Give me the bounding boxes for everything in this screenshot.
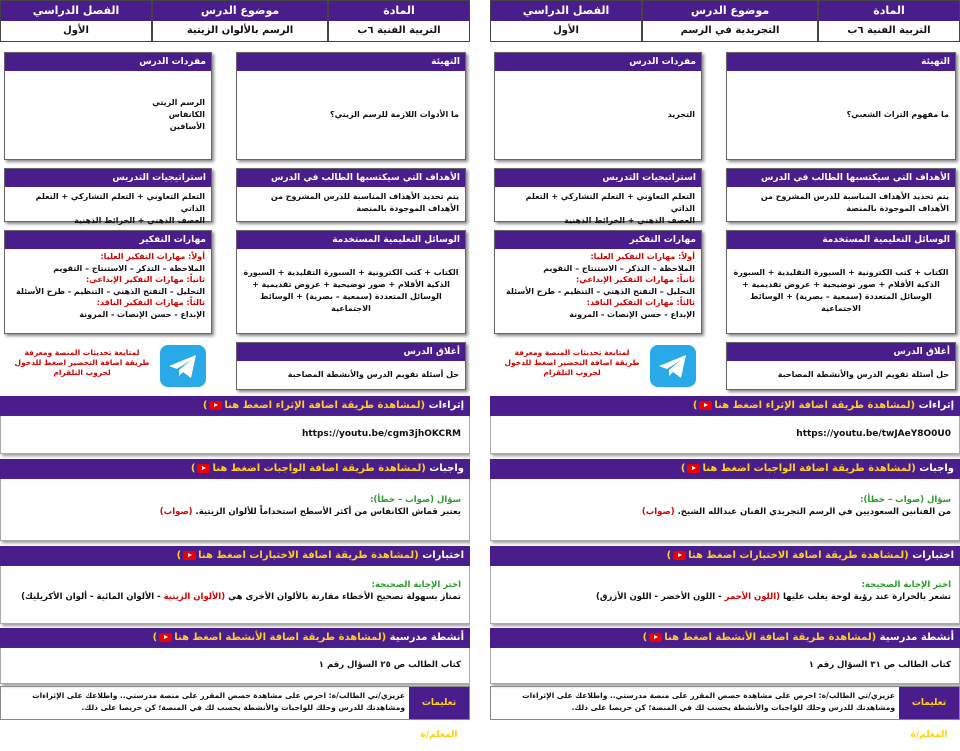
thinking-box — [4, 230, 212, 334]
notes-text: عزيزي/تي الطالب/ة: احرص على مشاهدة حصص المقرر على منصة مدرستي.. واطلاعك على الإثراءات ومشاهدتك للدرس وحلك للواجبات والأنشطة يحسب لك في المنصة؛ كن حريصا على ذلك. — [522, 691, 895, 712]
test-option: - الألوان المائية - ألوان الأكريليك) — [21, 592, 164, 602]
closing-title: أغلاق الدرس — [727, 343, 955, 361]
topic-value: الرسم بالألوان الزيتية — [153, 21, 327, 41]
youtube-icon[interactable] — [183, 551, 196, 560]
test-question: تمتاز بسهولة تصحيح الأخطاء مقارنة بالألوان الأخرى هي (الألوان الزيتية - الألوان المائية - ألوان الأكريليك) — [21, 592, 461, 602]
topic-label: موضوع الدرس — [643, 1, 817, 21]
hw-question: يعتبر قماش الكانفاس من أكثر الأسطح استخداماً للألوان الزيتية. (صواب) — [159, 507, 461, 517]
notes-label: تعليمات المعلم/ة — [899, 687, 959, 719]
thinking-title: مهارات التفكير — [5, 231, 211, 249]
test-option: (الألوان الزيتية — [163, 592, 226, 602]
hw-type: سؤال (صواب – خطأ): — [370, 495, 461, 505]
media-text: الكتاب + كتب الكترونية + السبورة التقليدية + السبورة الذكية الأقلام + صور توضيحية + عروض تقديمية + الوسائل المتعددة (سمعية – بصرية) + الوسائط الاجتماعية — [243, 268, 459, 313]
test-question: تشعر بالحرارة عند رؤية لوحة يغلب عليها (اللون الأحمر - اللون الأخضر - اللون الأزرق) — [595, 592, 951, 602]
topic-cell — [152, 0, 328, 42]
term-cell — [0, 0, 152, 42]
subject-value: التربية الفنية ٦ب — [329, 21, 469, 41]
strategies-text: التعلم التعاوني + التعلم التشاركي + التعلم الذاتي العصف الذهني + الخرائط الذهنية — [35, 192, 205, 225]
enrich-link[interactable]: https://youtu.be/cgm3jhOKCRM — [301, 429, 461, 439]
closing-text: حل أسئلة تقويم الدرس والأنشطة المصاحبة — [287, 370, 459, 379]
activities-section — [0, 648, 470, 684]
topic-label: موضوع الدرس — [153, 1, 327, 21]
tests-bar[interactable]: اختبارات (لمشاهدة طريقة اضافة الاختبارات اضغط هنا) — [490, 546, 960, 566]
telegram-promo[interactable] — [0, 338, 230, 394]
telegram-icon[interactable] — [650, 345, 696, 387]
youtube-icon[interactable] — [649, 633, 662, 642]
test-option: - اللون الأخضر - اللون الأزرق) — [595, 592, 725, 602]
warmup-title: التهيئة — [727, 53, 955, 71]
thinking-list — [495, 249, 701, 324]
thinking-box — [494, 230, 702, 334]
thinking-line: الإبداع - حسن الإنصات - المرونة — [569, 309, 695, 319]
thinking-line: أولاً: مهارات التفكير العليا: — [590, 252, 695, 261]
term-label: الفصل الدراسي — [491, 1, 641, 21]
vocab-item: الرسم الزيتي — [152, 98, 205, 107]
lesson-header — [0, 0, 470, 42]
topic-value: التجريدية في الرسم — [643, 21, 817, 41]
hw-question: من الفنانين السعوديين في الرسم التجريدي الفنان عبدالله الشيخ. (صواب) — [641, 507, 951, 517]
activities-bar[interactable]: أنشطة مدرسية (لمشاهدة طريقة اضافة الأنشطة اضغط هنا) — [490, 628, 960, 648]
lesson-page — [490, 0, 960, 740]
subject-label: المادة — [819, 1, 959, 21]
tests-section — [0, 566, 470, 624]
test-type: اختر الإجابة الصحيحة: — [861, 580, 951, 590]
term-label: الفصل الدراسي — [1, 1, 151, 21]
topic-cell — [642, 0, 818, 42]
thinking-line: التحليل – التفتح الذهني – التنظيم - طرح الأسئلة — [506, 286, 695, 296]
test-type: اختر الإجابة الصحيحة: — [371, 580, 461, 590]
media-box — [236, 230, 466, 334]
notes-label: تعليمات المعلم/ة — [409, 687, 469, 719]
closing-text: حل أسئلة تقويم الدرس والأنشطة المصاحبة — [777, 370, 949, 379]
homework-section — [0, 479, 470, 541]
strategies-box — [4, 168, 212, 225]
vocab-title: مفردات الدرس — [5, 53, 211, 71]
term-cell — [490, 0, 642, 42]
youtube-icon[interactable] — [699, 401, 712, 410]
thinking-line: ثانياً: مهارات التفكير الإبداعي: — [576, 275, 695, 284]
thinking-line: أولاً: مهارات التفكير العليا: — [100, 252, 205, 261]
youtube-icon[interactable] — [197, 464, 210, 473]
warmup-box — [236, 52, 466, 160]
notes-text: عزيزي/تي الطالب/ة: احرص على مشاهدة حصص المقرر على منصة مدرستي.. واطلاعك على الإثراءات ومشاهدتك للدرس وحلك للواجبات والأنشطة يحسب لك في المنصة؛ كن حريصا على ذلك. — [32, 691, 405, 712]
media-title: الوسائل التعليمية المستخدمة — [237, 231, 465, 249]
enrich-section — [490, 416, 960, 454]
thinking-line: الملاحظة – التذكر – الاستنتاج – التقويم — [543, 263, 695, 273]
thinking-line: ثالثاً: مهارات التفكير الناقد: — [586, 298, 695, 307]
youtube-icon[interactable] — [673, 551, 686, 560]
hw-type: سؤال (صواب – خطأ): — [860, 495, 951, 505]
teacher-notes — [0, 686, 470, 740]
warmup-box — [726, 52, 956, 160]
closing-box — [726, 342, 956, 390]
homework-section — [490, 479, 960, 541]
test-option: (اللون الأحمر — [724, 592, 781, 602]
thinking-line: الملاحظة – التذكر – الاستنتاج – التقويم — [53, 263, 205, 273]
goals-title: الأهداف التي سيكتسبها الطالب في الدرس — [727, 169, 955, 187]
thinking-list — [5, 249, 211, 324]
homework-bar[interactable]: واجبات (لمشاهدة طريقة اضافة الواجبات اضغط هنا) — [490, 459, 960, 479]
telegram-promo[interactable] — [490, 338, 720, 394]
term-value: الأول — [491, 21, 641, 41]
activities-bar[interactable]: أنشطة مدرسية (لمشاهدة طريقة اضافة الأنشطة اضغط هنا) — [0, 628, 470, 648]
enrich-section — [0, 416, 470, 454]
warmup-text: ما الأدوات اللازمة للرسم الزيتي؟ — [330, 110, 459, 119]
subject-cell — [818, 0, 960, 42]
media-text: الكتاب + كتب الكترونية + السبورة التقليدية + السبورة الذكية الأقلام + صور توضيحية + عروض تقديمية + الوسائل المتعددة (سمعية – بصرية) + الوسائط الاجتماعية — [733, 268, 949, 313]
vocab-box — [494, 52, 702, 160]
telegram-text[interactable]: لمتابعة تحديثات المنصة ومعرفة طريقة اضافة التحضير اضغط للدخول لجروب التلقرام — [14, 348, 150, 377]
thinking-line: ثالثاً: مهارات التفكير الناقد: — [96, 298, 205, 307]
goals-text: يتم تحديد الأهداف المناسبة للدرس المشروح من الأهداف الموجودة بالمنصة — [760, 192, 949, 213]
media-box — [726, 230, 956, 334]
lesson-page — [0, 0, 470, 740]
enrich-bar[interactable]: إثراءات (لمشاهدة طريقة اضافة الإثراء اضغط هنا) — [490, 396, 960, 416]
closing-title: أغلاق الدرس — [237, 343, 465, 361]
goals-title: الأهداف التي سيكتسبها الطالب في الدرس — [237, 169, 465, 187]
enrich-link[interactable]: https://youtu.be/twJAeY8O0U0 — [796, 429, 951, 439]
vocab-title: مفردات الدرس — [495, 53, 701, 71]
subject-label: المادة — [329, 1, 469, 21]
youtube-icon[interactable] — [209, 401, 222, 410]
vocab-box — [4, 52, 212, 160]
subject-cell — [328, 0, 470, 42]
goals-box — [726, 168, 956, 222]
strategies-text: التعلم التعاوني + التعلم التشاركي + التعلم الذاتي العصف الذهني + الخرائط الذهنية — [525, 192, 695, 225]
term-value: الأول — [1, 21, 151, 41]
activity-text: كتاب الطالب ص ٣١ السؤال رقم ١ — [808, 660, 951, 670]
tests-section — [490, 566, 960, 624]
telegram-text[interactable]: لمتابعة تحديثات المنصة ومعرفة طريقة اضافة التحضير اضغط للدخول لجروب التلقرام — [504, 348, 640, 377]
teacher-notes — [490, 686, 960, 740]
youtube-icon[interactable] — [159, 633, 172, 642]
strategies-title: استراتيجيات التدريس — [495, 169, 701, 187]
vocab-item: الأسافين — [169, 122, 205, 131]
subject-value: التربية الفنية ٦ب — [819, 21, 959, 41]
media-title: الوسائل التعليمية المستخدمة — [727, 231, 955, 249]
thinking-line: ثانياً: مهارات التفكير الإبداعي: — [86, 275, 205, 284]
activities-section — [490, 648, 960, 684]
vocab-list — [5, 71, 211, 159]
goals-text: يتم تحديد الأهداف المناسبة للدرس المشروح من الأهداف الموجودة بالمنصة — [270, 192, 459, 213]
enrich-bar[interactable]: إثراءات (لمشاهدة طريقة اضافة الإثراء اضغط هنا) — [0, 396, 470, 416]
thinking-line: الإبداع - حسن الإنصات - المرونة — [79, 309, 205, 319]
page-gap — [470, 0, 490, 720]
tests-bar[interactable]: اختبارات (لمشاهدة طريقة اضافة الاختبارات اضغط هنا) — [0, 546, 470, 566]
thinking-title: مهارات التفكير — [495, 231, 701, 249]
lesson-header — [490, 0, 960, 42]
closing-box — [236, 342, 466, 390]
activity-text: كتاب الطالب ص ٢٥ السؤال رقم ١ — [318, 660, 461, 670]
strategies-title: استراتيجيات التدريس — [5, 169, 211, 187]
vocab-item: الكانفاس — [168, 110, 205, 119]
warmup-text: ما مفهوم التراث الشعبي؟ — [846, 110, 949, 119]
strategies-box — [494, 168, 702, 225]
youtube-icon[interactable] — [687, 464, 700, 473]
telegram-icon[interactable] — [160, 345, 206, 387]
homework-bar[interactable]: واجبات (لمشاهدة طريقة اضافة الواجبات اضغط هنا) — [0, 459, 470, 479]
thinking-line: التحليل – التفتح الذهني – التنظيم - طرح الأسئلة — [16, 286, 205, 296]
goals-box — [236, 168, 466, 222]
vocab-item: التجريد — [667, 110, 695, 119]
warmup-title: التهيئة — [237, 53, 465, 71]
vocab-list — [495, 71, 701, 159]
